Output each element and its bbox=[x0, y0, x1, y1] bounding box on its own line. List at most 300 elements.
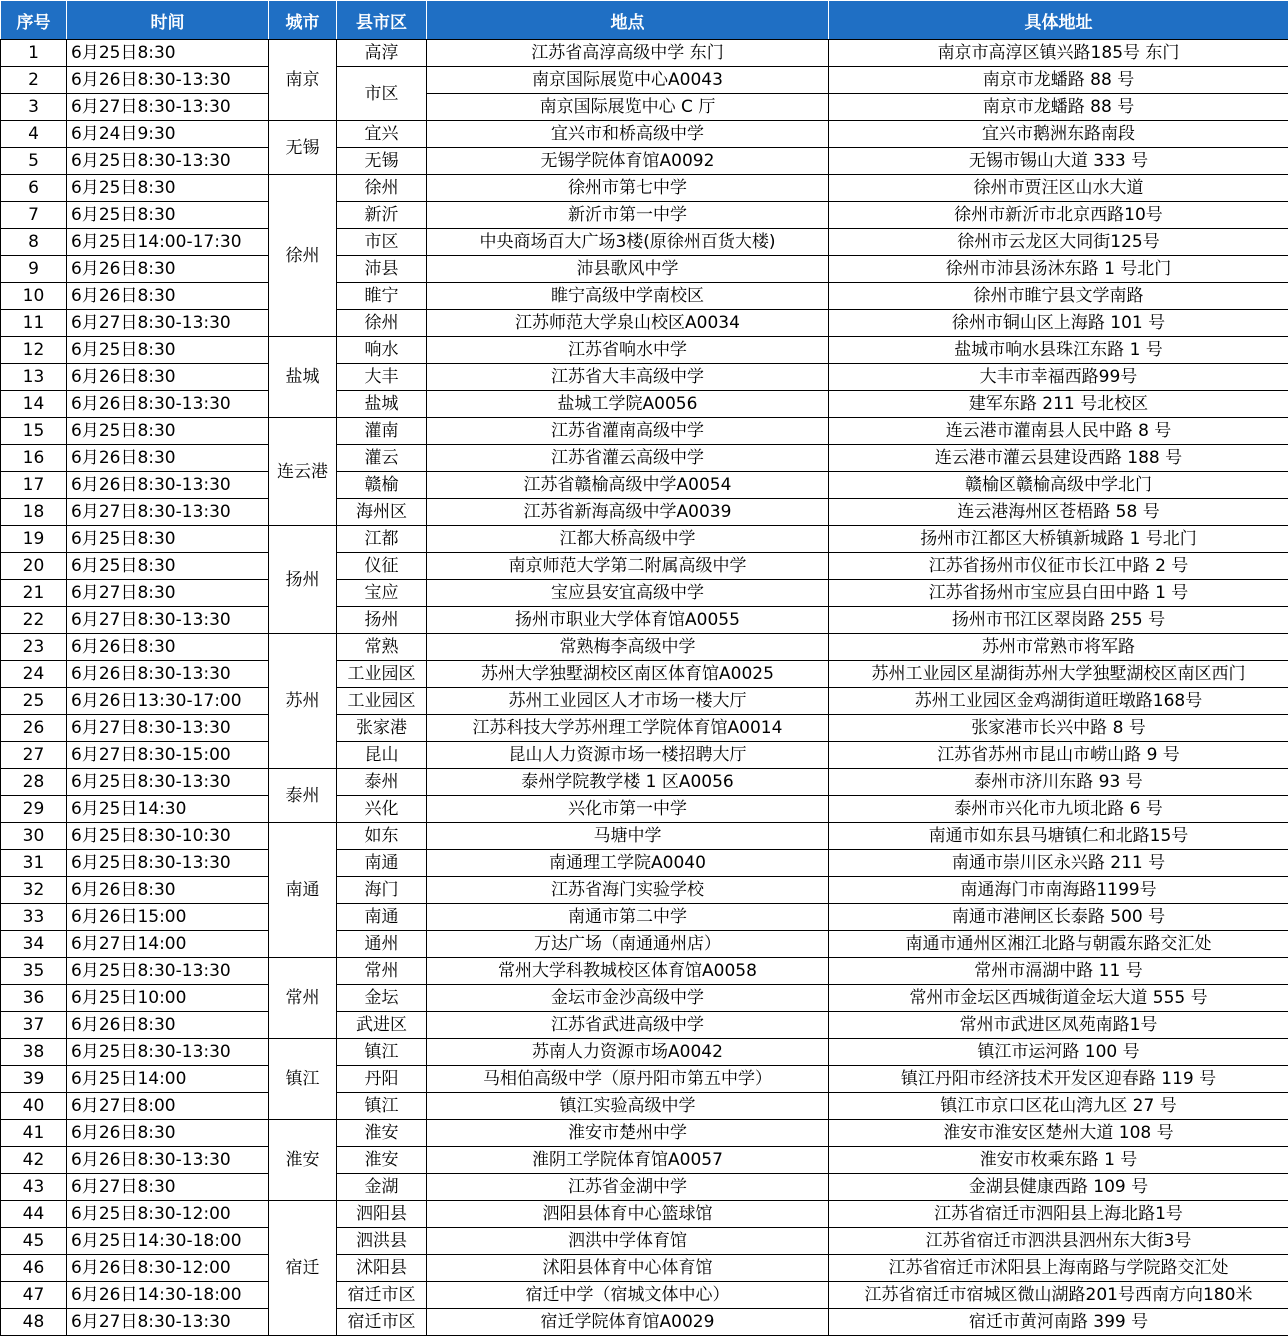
row-index: 32 bbox=[1, 877, 67, 904]
row-place: 苏州大学独墅湖校区南区体育馆A0025 bbox=[427, 661, 829, 688]
table-row bbox=[1, 1147, 1288, 1174]
row-county: 宿迁市区 bbox=[337, 1282, 427, 1309]
row-index: 1 bbox=[1, 40, 67, 67]
row-index: 15 bbox=[1, 418, 67, 445]
row-address: 无锡市锡山大道 333 号 bbox=[829, 148, 1288, 175]
row-time: 6月27日14:00 bbox=[67, 931, 269, 958]
row-place: 宿迁学院体育馆A0029 bbox=[427, 1309, 829, 1336]
row-county: 仪征 bbox=[337, 553, 427, 580]
row-index: 26 bbox=[1, 715, 67, 742]
row-time: 6月26日8:30-13:30 bbox=[67, 1147, 269, 1174]
row-place: 淮安市楚州中学 bbox=[427, 1120, 829, 1147]
row-county: 海州区 bbox=[337, 499, 427, 526]
row-address: 江苏省扬州市仪征市长江中路 2 号 bbox=[829, 553, 1288, 580]
row-index: 16 bbox=[1, 445, 67, 472]
row-address: 苏州市常熟市将军路 bbox=[829, 634, 1288, 661]
row-address: 泰州市兴化市九顷北路 6 号 bbox=[829, 796, 1288, 823]
table-row bbox=[1, 607, 1288, 634]
row-time: 6月27日8:30-13:30 bbox=[67, 310, 269, 337]
header-row bbox=[1, 1, 1288, 40]
row-county: 市区 bbox=[337, 229, 427, 256]
table-row bbox=[1, 823, 1288, 850]
row-index: 39 bbox=[1, 1066, 67, 1093]
row-index: 42 bbox=[1, 1147, 67, 1174]
row-time: 6月27日8:30-15:00 bbox=[67, 742, 269, 769]
table-row bbox=[1, 148, 1288, 175]
table-row bbox=[1, 364, 1288, 391]
row-county: 镇江 bbox=[337, 1039, 427, 1066]
row-county: 昆山 bbox=[337, 742, 427, 769]
header-time: 时间 bbox=[67, 1, 269, 40]
table-row bbox=[1, 283, 1288, 310]
row-county: 淮安 bbox=[337, 1147, 427, 1174]
row-time: 6月26日8:30-13:30 bbox=[67, 472, 269, 499]
row-place: 南通理工学院A0040 bbox=[427, 850, 829, 877]
row-county: 常州 bbox=[337, 958, 427, 985]
row-address: 金湖县健康西路 109 号 bbox=[829, 1174, 1288, 1201]
row-place: 万达广场（南通通州店） bbox=[427, 931, 829, 958]
row-index: 30 bbox=[1, 823, 67, 850]
row-index: 6 bbox=[1, 175, 67, 202]
row-county: 沭阳县 bbox=[337, 1255, 427, 1282]
row-place: 苏南人力资源市场A0042 bbox=[427, 1039, 829, 1066]
row-time: 6月25日8:30-13:30 bbox=[67, 769, 269, 796]
row-address: 张家港市长兴中路 8 号 bbox=[829, 715, 1288, 742]
row-address: 南通海门市南海路1199号 bbox=[829, 877, 1288, 904]
row-place: 马相伯高级中学（原丹阳市第五中学） bbox=[427, 1066, 829, 1093]
table-row bbox=[1, 742, 1288, 769]
row-city: 宿迁 bbox=[269, 1201, 337, 1336]
row-time: 6月26日8:30 bbox=[67, 364, 269, 391]
row-place: 江苏省赣榆高级中学A0054 bbox=[427, 472, 829, 499]
row-index: 5 bbox=[1, 148, 67, 175]
row-county: 常熟 bbox=[337, 634, 427, 661]
row-time: 6月26日8:30 bbox=[67, 1012, 269, 1039]
row-place: 苏州工业园区人才市场一楼大厅 bbox=[427, 688, 829, 715]
row-index: 2 bbox=[1, 67, 67, 94]
row-index: 14 bbox=[1, 391, 67, 418]
table-row bbox=[1, 472, 1288, 499]
table-row bbox=[1, 1228, 1288, 1255]
row-city: 淮安 bbox=[269, 1120, 337, 1201]
row-index: 9 bbox=[1, 256, 67, 283]
row-address: 淮安市枚乘东路 1 号 bbox=[829, 1147, 1288, 1174]
row-place: 新沂市第一中学 bbox=[427, 202, 829, 229]
row-county: 泰州 bbox=[337, 769, 427, 796]
row-address: 徐州市贾汪区山水大道 bbox=[829, 175, 1288, 202]
row-time: 6月26日8:30 bbox=[67, 256, 269, 283]
table-row bbox=[1, 67, 1288, 94]
row-time: 6月26日8:30 bbox=[67, 634, 269, 661]
row-county: 赣榆 bbox=[337, 472, 427, 499]
row-time: 6月25日8:30 bbox=[67, 526, 269, 553]
row-time: 6月27日8:30-13:30 bbox=[67, 607, 269, 634]
row-county: 南通 bbox=[337, 850, 427, 877]
row-index: 47 bbox=[1, 1282, 67, 1309]
row-city: 扬州 bbox=[269, 526, 337, 634]
row-time: 6月25日8:30 bbox=[67, 418, 269, 445]
table-row bbox=[1, 94, 1288, 121]
table-row bbox=[1, 1201, 1288, 1228]
row-county: 武进区 bbox=[337, 1012, 427, 1039]
header-address: 具体地址 bbox=[829, 1, 1288, 40]
row-place: 泗阳县体育中心篮球馆 bbox=[427, 1201, 829, 1228]
table-row bbox=[1, 40, 1288, 67]
row-county: 金湖 bbox=[337, 1174, 427, 1201]
row-time: 6月27日8:00 bbox=[67, 1093, 269, 1120]
row-city: 镇江 bbox=[269, 1039, 337, 1120]
row-index: 34 bbox=[1, 931, 67, 958]
table-row bbox=[1, 202, 1288, 229]
row-time: 6月25日8:30 bbox=[67, 553, 269, 580]
table-row bbox=[1, 661, 1288, 688]
row-time: 6月25日8:30-10:30 bbox=[67, 823, 269, 850]
row-index: 24 bbox=[1, 661, 67, 688]
table-row bbox=[1, 877, 1288, 904]
row-city: 常州 bbox=[269, 958, 337, 1039]
row-index: 31 bbox=[1, 850, 67, 877]
row-address: 江苏省宿迁市宿城区微山湖路201号西南方向180米 bbox=[829, 1282, 1288, 1309]
row-place: 南京国际展览中心 C 厅 bbox=[427, 94, 829, 121]
table-row bbox=[1, 1174, 1288, 1201]
row-index: 18 bbox=[1, 499, 67, 526]
row-county: 灌云 bbox=[337, 445, 427, 472]
row-address: 徐州市睢宁县文学南路 bbox=[829, 283, 1288, 310]
table-row bbox=[1, 229, 1288, 256]
row-address: 南通市港闸区长泰路 500 号 bbox=[829, 904, 1288, 931]
row-time: 6月26日8:30-13:30 bbox=[67, 67, 269, 94]
row-address: 南京市高淳区镇兴路185号 东门 bbox=[829, 40, 1288, 67]
table-row bbox=[1, 985, 1288, 1012]
row-index: 43 bbox=[1, 1174, 67, 1201]
table-row bbox=[1, 931, 1288, 958]
row-index: 10 bbox=[1, 283, 67, 310]
row-time: 6月27日8:30-13:30 bbox=[67, 715, 269, 742]
row-index: 40 bbox=[1, 1093, 67, 1120]
table-row bbox=[1, 1120, 1288, 1147]
row-address: 扬州市邗江区翠岗路 255 号 bbox=[829, 607, 1288, 634]
row-county: 睢宁 bbox=[337, 283, 427, 310]
row-time: 6月26日8:30-12:00 bbox=[67, 1255, 269, 1282]
table-row bbox=[1, 769, 1288, 796]
row-county: 泗洪县 bbox=[337, 1228, 427, 1255]
row-place: 南京国际展览中心A0043 bbox=[427, 67, 829, 94]
row-address: 江苏省苏州市昆山市崂山路 9 号 bbox=[829, 742, 1288, 769]
row-index: 22 bbox=[1, 607, 67, 634]
row-address: 常州市滆湖中路 11 号 bbox=[829, 958, 1288, 985]
row-time: 6月25日8:30-13:30 bbox=[67, 1039, 269, 1066]
row-county: 市区 bbox=[337, 67, 427, 121]
table-body bbox=[1, 40, 1288, 1336]
row-index: 21 bbox=[1, 580, 67, 607]
row-address: 常州市金坛区西城街道金坛大道 555 号 bbox=[829, 985, 1288, 1012]
row-place: 江都大桥高级中学 bbox=[427, 526, 829, 553]
row-address: 徐州市铜山区上海路 101 号 bbox=[829, 310, 1288, 337]
row-address: 苏州工业园区星湖街苏州大学独墅湖校区南区西门 bbox=[829, 661, 1288, 688]
row-time: 6月26日14:30-18:00 bbox=[67, 1282, 269, 1309]
row-time: 6月25日14:00 bbox=[67, 1066, 269, 1093]
row-place: 沛县歌风中学 bbox=[427, 256, 829, 283]
row-address: 赣榆区赣榆高级中学北门 bbox=[829, 472, 1288, 499]
row-county: 南通 bbox=[337, 904, 427, 931]
row-address: 南京市龙蟠路 88 号 bbox=[829, 94, 1288, 121]
row-address: 南通市通州区湘江北路与朝霞东路交汇处 bbox=[829, 931, 1288, 958]
row-place: 常州大学科教城校区体育馆A0058 bbox=[427, 958, 829, 985]
row-time: 6月26日8:30-13:30 bbox=[67, 661, 269, 688]
row-place: 江苏省灌云高级中学 bbox=[427, 445, 829, 472]
row-time: 6月25日8:30 bbox=[67, 40, 269, 67]
row-time: 6月26日8:30 bbox=[67, 1120, 269, 1147]
row-address: 泰州市济川东路 93 号 bbox=[829, 769, 1288, 796]
row-place: 宝应县安宜高级中学 bbox=[427, 580, 829, 607]
row-county: 兴化 bbox=[337, 796, 427, 823]
row-county: 扬州 bbox=[337, 607, 427, 634]
row-address: 大丰市幸福西路99号 bbox=[829, 364, 1288, 391]
row-time: 6月25日14:00-17:30 bbox=[67, 229, 269, 256]
row-city: 泰州 bbox=[269, 769, 337, 823]
row-place: 无锡学院体育馆A0092 bbox=[427, 148, 829, 175]
row-place: 江苏省新海高级中学A0039 bbox=[427, 499, 829, 526]
row-time: 6月25日14:30 bbox=[67, 796, 269, 823]
row-index: 45 bbox=[1, 1228, 67, 1255]
table-row bbox=[1, 121, 1288, 148]
row-address: 连云港市灌云县建设西路 188 号 bbox=[829, 445, 1288, 472]
row-county: 金坛 bbox=[337, 985, 427, 1012]
row-time: 6月25日8:30-13:30 bbox=[67, 958, 269, 985]
row-address: 南通市崇川区永兴路 211 号 bbox=[829, 850, 1288, 877]
row-place: 镇江实验高级中学 bbox=[427, 1093, 829, 1120]
table-row bbox=[1, 715, 1288, 742]
row-county: 工业园区 bbox=[337, 661, 427, 688]
row-index: 8 bbox=[1, 229, 67, 256]
row-city: 盐城 bbox=[269, 337, 337, 418]
row-county: 丹阳 bbox=[337, 1066, 427, 1093]
row-place: 泰州学院教学楼 1 区A0056 bbox=[427, 769, 829, 796]
row-index: 38 bbox=[1, 1039, 67, 1066]
row-county: 泗阳县 bbox=[337, 1201, 427, 1228]
row-index: 48 bbox=[1, 1309, 67, 1336]
row-place: 江苏省海门实验学校 bbox=[427, 877, 829, 904]
row-city: 连云港 bbox=[269, 418, 337, 526]
table-row bbox=[1, 688, 1288, 715]
row-place: 南京师范大学第二附属高级中学 bbox=[427, 553, 829, 580]
row-time: 6月26日15:00 bbox=[67, 904, 269, 931]
row-place: 江苏科技大学苏州理工学院体育馆A0014 bbox=[427, 715, 829, 742]
row-county: 张家港 bbox=[337, 715, 427, 742]
row-time: 6月25日8:30 bbox=[67, 202, 269, 229]
row-county: 新沂 bbox=[337, 202, 427, 229]
row-address: 常州市武进区凤苑南路1号 bbox=[829, 1012, 1288, 1039]
table-row bbox=[1, 1039, 1288, 1066]
row-place: 沭阳县体育中心体育馆 bbox=[427, 1255, 829, 1282]
table-row bbox=[1, 958, 1288, 985]
row-place: 泗洪中学体育馆 bbox=[427, 1228, 829, 1255]
table-row bbox=[1, 445, 1288, 472]
row-county: 盐城 bbox=[337, 391, 427, 418]
row-county: 徐州 bbox=[337, 310, 427, 337]
row-index: 44 bbox=[1, 1201, 67, 1228]
table-row bbox=[1, 310, 1288, 337]
row-county: 宝应 bbox=[337, 580, 427, 607]
header-city: 城市 bbox=[269, 1, 337, 40]
row-address: 淮安市淮安区楚州大道 108 号 bbox=[829, 1120, 1288, 1147]
row-index: 27 bbox=[1, 742, 67, 769]
row-county: 工业园区 bbox=[337, 688, 427, 715]
row-place: 金坛市金沙高级中学 bbox=[427, 985, 829, 1012]
table-row bbox=[1, 553, 1288, 580]
row-address: 江苏省宿迁市沭阳县上海南路与学院路交汇处 bbox=[829, 1255, 1288, 1282]
row-address: 镇江市京口区花山湾九区 27 号 bbox=[829, 1093, 1288, 1120]
row-place: 扬州市职业大学体育馆A0055 bbox=[427, 607, 829, 634]
row-county: 淮安 bbox=[337, 1120, 427, 1147]
row-time: 6月25日8:30-12:00 bbox=[67, 1201, 269, 1228]
row-county: 高淳 bbox=[337, 40, 427, 67]
table-row bbox=[1, 634, 1288, 661]
row-county: 宿迁市区 bbox=[337, 1309, 427, 1336]
row-index: 33 bbox=[1, 904, 67, 931]
row-address: 徐州市新沂市北京西路10号 bbox=[829, 202, 1288, 229]
row-address: 徐州市云龙区大同街125号 bbox=[829, 229, 1288, 256]
row-time: 6月27日8:30 bbox=[67, 1174, 269, 1201]
table-row bbox=[1, 337, 1288, 364]
table-row bbox=[1, 418, 1288, 445]
row-place: 江苏省金湖中学 bbox=[427, 1174, 829, 1201]
table-row bbox=[1, 1066, 1288, 1093]
row-time: 6月26日8:30 bbox=[67, 877, 269, 904]
header-place: 地点 bbox=[427, 1, 829, 40]
row-index: 7 bbox=[1, 202, 67, 229]
row-address: 徐州市沛县汤沐东路 1 号北门 bbox=[829, 256, 1288, 283]
row-index: 13 bbox=[1, 364, 67, 391]
row-place: 马塘中学 bbox=[427, 823, 829, 850]
row-county: 宜兴 bbox=[337, 121, 427, 148]
table-row bbox=[1, 1093, 1288, 1120]
row-time: 6月25日8:30-13:30 bbox=[67, 850, 269, 877]
row-index: 37 bbox=[1, 1012, 67, 1039]
row-index: 3 bbox=[1, 94, 67, 121]
row-address: 南京市龙蟠路 88 号 bbox=[829, 67, 1288, 94]
row-address: 宜兴市鹅洲东路南段 bbox=[829, 121, 1288, 148]
row-county: 镇江 bbox=[337, 1093, 427, 1120]
row-place: 常熟梅李高级中学 bbox=[427, 634, 829, 661]
row-county: 徐州 bbox=[337, 175, 427, 202]
row-index: 41 bbox=[1, 1120, 67, 1147]
row-time: 6月25日14:30-18:00 bbox=[67, 1228, 269, 1255]
row-address: 江苏省宿迁市泗阳县上海北路1号 bbox=[829, 1201, 1288, 1228]
row-address: 宿迁市黄河南路 399 号 bbox=[829, 1309, 1288, 1336]
row-address: 南通市如东县马塘镇仁和北路15号 bbox=[829, 823, 1288, 850]
table-row bbox=[1, 1282, 1288, 1309]
row-address: 建军东路 211 号北校区 bbox=[829, 391, 1288, 418]
table-row bbox=[1, 175, 1288, 202]
row-time: 6月24日9:30 bbox=[67, 121, 269, 148]
row-time: 6月25日8:30 bbox=[67, 337, 269, 364]
row-place: 江苏省高淳高级中学 东门 bbox=[427, 40, 829, 67]
row-index: 23 bbox=[1, 634, 67, 661]
row-city: 南京 bbox=[269, 40, 337, 121]
row-county: 通州 bbox=[337, 931, 427, 958]
row-city: 苏州 bbox=[269, 634, 337, 769]
row-index: 20 bbox=[1, 553, 67, 580]
row-time: 6月27日8:30-13:30 bbox=[67, 1309, 269, 1336]
header-county: 县市区 bbox=[337, 1, 427, 40]
table-row bbox=[1, 850, 1288, 877]
row-city: 徐州 bbox=[269, 175, 337, 337]
row-address: 盐城市响水县珠江东路 1 号 bbox=[829, 337, 1288, 364]
row-address: 江苏省宿迁市泗洪县泗州东大街3号 bbox=[829, 1228, 1288, 1255]
row-time: 6月25日10:00 bbox=[67, 985, 269, 1012]
row-place: 江苏省大丰高级中学 bbox=[427, 364, 829, 391]
table-row bbox=[1, 580, 1288, 607]
row-index: 25 bbox=[1, 688, 67, 715]
row-city: 无锡 bbox=[269, 121, 337, 175]
row-index: 11 bbox=[1, 310, 67, 337]
row-address: 镇江市运河路 100 号 bbox=[829, 1039, 1288, 1066]
row-place: 江苏省响水中学 bbox=[427, 337, 829, 364]
row-address: 苏州工业园区金鸡湖街道旺墩路168号 bbox=[829, 688, 1288, 715]
row-county: 响水 bbox=[337, 337, 427, 364]
row-index: 12 bbox=[1, 337, 67, 364]
table-row bbox=[1, 499, 1288, 526]
row-county: 江都 bbox=[337, 526, 427, 553]
row-address: 连云港市灌南县人民中路 8 号 bbox=[829, 418, 1288, 445]
table-row bbox=[1, 1012, 1288, 1039]
table-header bbox=[1, 1, 1288, 40]
row-place: 兴化市第一中学 bbox=[427, 796, 829, 823]
row-time: 6月26日8:30-13:30 bbox=[67, 391, 269, 418]
row-place: 南通市第二中学 bbox=[427, 904, 829, 931]
row-place: 宿迁中学（宿城文体中心） bbox=[427, 1282, 829, 1309]
row-county: 如东 bbox=[337, 823, 427, 850]
table-row bbox=[1, 256, 1288, 283]
table-row bbox=[1, 1255, 1288, 1282]
table-row bbox=[1, 526, 1288, 553]
table-row bbox=[1, 796, 1288, 823]
row-address: 扬州市江都区大桥镇新城路 1 号北门 bbox=[829, 526, 1288, 553]
row-place: 江苏省灌南高级中学 bbox=[427, 418, 829, 445]
row-time: 6月25日8:30-13:30 bbox=[67, 148, 269, 175]
row-time: 6月26日8:30 bbox=[67, 445, 269, 472]
row-county: 沛县 bbox=[337, 256, 427, 283]
row-place: 徐州市第七中学 bbox=[427, 175, 829, 202]
header-index: 序号 bbox=[1, 1, 67, 40]
row-index: 36 bbox=[1, 985, 67, 1012]
row-index: 46 bbox=[1, 1255, 67, 1282]
table-row bbox=[1, 1309, 1288, 1336]
row-place: 中央商场百大广场3楼(原徐州百货大楼) bbox=[427, 229, 829, 256]
row-place: 宜兴市和桥高级中学 bbox=[427, 121, 829, 148]
row-county: 无锡 bbox=[337, 148, 427, 175]
row-address: 江苏省扬州市宝应县白田中路 1 号 bbox=[829, 580, 1288, 607]
row-time: 6月27日8:30 bbox=[67, 580, 269, 607]
row-county: 大丰 bbox=[337, 364, 427, 391]
row-index: 35 bbox=[1, 958, 67, 985]
row-county: 海门 bbox=[337, 877, 427, 904]
row-place: 淮阴工学院体育馆A0057 bbox=[427, 1147, 829, 1174]
row-index: 4 bbox=[1, 121, 67, 148]
row-time: 6月27日8:30-13:30 bbox=[67, 499, 269, 526]
row-time: 6月26日8:30 bbox=[67, 283, 269, 310]
row-place: 昆山人力资源市场一楼招聘大厅 bbox=[427, 742, 829, 769]
row-address: 镇江丹阳市经济技术开发区迎春路 119 号 bbox=[829, 1066, 1288, 1093]
row-time: 6月27日8:30-13:30 bbox=[67, 94, 269, 121]
row-time: 6月25日8:30 bbox=[67, 175, 269, 202]
table-row bbox=[1, 391, 1288, 418]
row-index: 28 bbox=[1, 769, 67, 796]
row-place: 盐城工学院A0056 bbox=[427, 391, 829, 418]
row-time: 6月26日13:30-17:00 bbox=[67, 688, 269, 715]
row-county: 灌南 bbox=[337, 418, 427, 445]
